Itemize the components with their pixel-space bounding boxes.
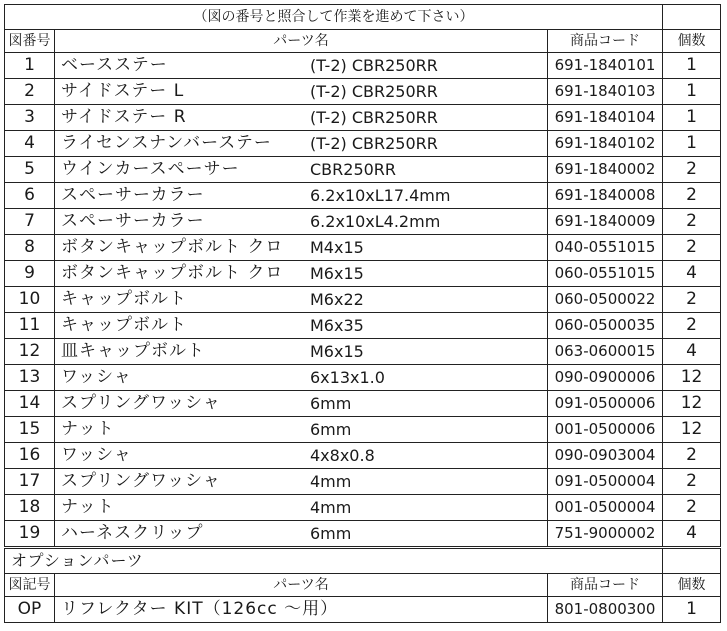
part-name-cell	[55, 235, 548, 261]
part-spec: M6x15	[310, 341, 364, 361]
part-number: 1	[5, 53, 55, 79]
parts-table	[4, 4, 721, 547]
part-code: 691-1840102	[548, 131, 663, 157]
part-quantity: 2	[663, 183, 721, 209]
part-quantity: 1	[663, 131, 721, 157]
table-row	[5, 495, 721, 521]
part-name: 皿キャップボルト	[61, 341, 205, 361]
part-name-cell	[55, 521, 548, 547]
part-number: 4	[5, 131, 55, 157]
part-quantity: 12	[663, 365, 721, 391]
part-code: 691-1840104	[548, 105, 663, 131]
option-quantity: 1	[663, 597, 721, 623]
table-row	[5, 521, 721, 547]
header-row	[5, 30, 721, 53]
part-code: 691-1840008	[548, 183, 663, 209]
part-quantity: 12	[663, 417, 721, 443]
part-name: ハーネスクリップ	[61, 523, 204, 543]
part-code: 751-9000002	[548, 521, 663, 547]
part-code: 691-1840002	[548, 157, 663, 183]
table-row	[5, 183, 721, 209]
part-code: 001-0500006	[548, 417, 663, 443]
part-quantity: 2	[663, 209, 721, 235]
part-quantity: 2	[663, 235, 721, 261]
option-code: 801-0800300	[548, 597, 663, 623]
part-code: 001-0500004	[548, 495, 663, 521]
part-name-cell	[55, 313, 548, 339]
part-name-cell	[55, 157, 548, 183]
part-name: スプリングワッシャ	[61, 471, 221, 491]
table-row	[5, 235, 721, 261]
part-code: 090-0900006	[548, 365, 663, 391]
part-code: 091-0500006	[548, 391, 663, 417]
table-row	[5, 79, 721, 105]
table-row	[5, 339, 721, 365]
part-spec: M6x22	[310, 289, 364, 309]
part-quantity: 2	[663, 287, 721, 313]
part-code: 060-0500022	[548, 287, 663, 313]
part-number: 14	[5, 391, 55, 417]
part-name-cell	[55, 495, 548, 521]
option-name: リフレクター KIT（126cc ～用）	[61, 599, 339, 619]
part-number: 13	[5, 365, 55, 391]
part-name-cell	[55, 183, 548, 209]
part-spec: (T-2) CBR250RR	[310, 81, 438, 101]
option-header-product-code: 商品コード	[548, 574, 663, 597]
part-code: 040-0551015	[548, 235, 663, 261]
table-row	[5, 261, 721, 287]
part-spec: 6mm	[310, 393, 352, 413]
part-name-cell	[55, 287, 548, 313]
option-title-row	[5, 549, 721, 574]
part-spec: 4x8x0.8	[310, 445, 375, 465]
part-code: 691-1840101	[548, 53, 663, 79]
table-row	[5, 469, 721, 495]
part-name: ウインカースペーサー	[61, 159, 240, 179]
part-quantity: 1	[663, 79, 721, 105]
part-quantity: 4	[663, 521, 721, 547]
part-number: 6	[5, 183, 55, 209]
part-spec: (T-2) CBR250RR	[310, 55, 438, 75]
table-row	[5, 313, 721, 339]
option-header-number: 図記号	[5, 574, 55, 597]
part-number: 17	[5, 469, 55, 495]
part-name: ナット	[61, 419, 115, 439]
option-row	[5, 597, 721, 623]
part-name-cell	[55, 209, 548, 235]
part-name-cell	[55, 391, 548, 417]
part-quantity: 4	[663, 261, 721, 287]
part-number: 15	[5, 417, 55, 443]
part-spec: 6mm	[310, 419, 352, 439]
part-name-cell	[55, 53, 548, 79]
part-name-cell	[55, 261, 548, 287]
header-parts-name: パーツ名	[55, 30, 548, 53]
part-name: ボタンキャップボルト クロ	[61, 237, 284, 257]
part-spec: M6x35	[310, 315, 364, 335]
part-name: サイドステー L	[61, 81, 185, 101]
part-spec: 6.2x10xL4.2mm	[310, 211, 441, 231]
part-number: 18	[5, 495, 55, 521]
header-number: 図番号	[5, 30, 55, 53]
part-number: 2	[5, 79, 55, 105]
part-number: 3	[5, 105, 55, 131]
part-spec: CBR250RR	[310, 159, 397, 179]
part-spec: M6x15	[310, 263, 364, 283]
part-name: スペーサーカラー	[61, 185, 205, 205]
part-code: 091-0500004	[548, 469, 663, 495]
part-quantity: 4	[663, 339, 721, 365]
table-row	[5, 157, 721, 183]
table-row	[5, 365, 721, 391]
part-spec: (T-2) CBR250RR	[310, 107, 438, 127]
part-code: 691-1840009	[548, 209, 663, 235]
part-name: ワッシャ	[61, 367, 132, 387]
part-spec: 4mm	[310, 497, 352, 517]
notice-row	[5, 5, 721, 30]
part-spec: 4mm	[310, 471, 352, 491]
option-header-parts-name: パーツ名	[55, 574, 548, 597]
part-number: 8	[5, 235, 55, 261]
part-name: ボタンキャップボルト クロ	[61, 263, 284, 283]
part-code: 060-0500035	[548, 313, 663, 339]
part-name: スペーサーカラー	[61, 211, 205, 231]
table-row	[5, 209, 721, 235]
part-name: キャップボルト	[61, 289, 187, 309]
part-name-cell	[55, 469, 548, 495]
notice-blank-cell	[663, 5, 721, 30]
table-row	[5, 131, 721, 157]
notice-text: （図の番号と照合して作業を進めて下さい）	[5, 5, 663, 30]
part-name-cell	[55, 365, 548, 391]
part-quantity: 2	[663, 443, 721, 469]
part-spec: 6.2x10xL17.4mm	[310, 185, 451, 205]
part-name-cell	[55, 443, 548, 469]
part-spec: 6x13x1.0	[310, 367, 385, 387]
part-quantity: 1	[663, 105, 721, 131]
option-header-quantity: 個数	[663, 574, 721, 597]
part-number: 7	[5, 209, 55, 235]
part-spec: 6mm	[310, 523, 352, 543]
part-code: 090-0903004	[548, 443, 663, 469]
part-number: 10	[5, 287, 55, 313]
part-name: サイドステー R	[61, 107, 187, 127]
part-code: 691-1840103	[548, 79, 663, 105]
part-number: 12	[5, 339, 55, 365]
part-name-cell	[55, 79, 548, 105]
part-spec: (T-2) CBR250RR	[310, 133, 438, 153]
part-name-cell	[55, 417, 548, 443]
part-name: ナット	[61, 497, 115, 517]
part-number: 16	[5, 443, 55, 469]
part-name: キャップボルト	[61, 315, 187, 335]
option-number: OP	[5, 597, 55, 623]
part-quantity: 2	[663, 469, 721, 495]
part-number: 11	[5, 313, 55, 339]
part-name: ライセンスナンバーステー	[61, 133, 272, 153]
option-title: オプションパーツ	[5, 549, 663, 574]
part-spec: M4x15	[310, 237, 364, 257]
table-row	[5, 391, 721, 417]
part-quantity: 1	[663, 53, 721, 79]
part-name: ベースステー	[61, 55, 168, 75]
part-number: 9	[5, 261, 55, 287]
option-parts-table	[4, 548, 721, 623]
part-quantity: 12	[663, 391, 721, 417]
table-row	[5, 105, 721, 131]
part-quantity: 2	[663, 313, 721, 339]
part-number: 19	[5, 521, 55, 547]
table-row	[5, 417, 721, 443]
part-quantity: 2	[663, 495, 721, 521]
header-product-code: 商品コード	[548, 30, 663, 53]
option-header-row	[5, 574, 721, 597]
part-name-cell	[55, 105, 548, 131]
part-number: 5	[5, 157, 55, 183]
option-title-blank-cell	[663, 549, 721, 574]
part-code: 063-0600015	[548, 339, 663, 365]
part-name-cell	[55, 131, 548, 157]
part-name: スプリングワッシャ	[61, 393, 221, 413]
header-quantity: 個数	[663, 30, 721, 53]
part-name: ワッシャ	[61, 445, 132, 465]
option-name-cell	[55, 597, 548, 623]
table-row	[5, 287, 721, 313]
table-row	[5, 443, 721, 469]
part-code: 060-0551015	[548, 261, 663, 287]
table-row	[5, 53, 721, 79]
part-name-cell	[55, 339, 548, 365]
part-quantity: 2	[663, 157, 721, 183]
